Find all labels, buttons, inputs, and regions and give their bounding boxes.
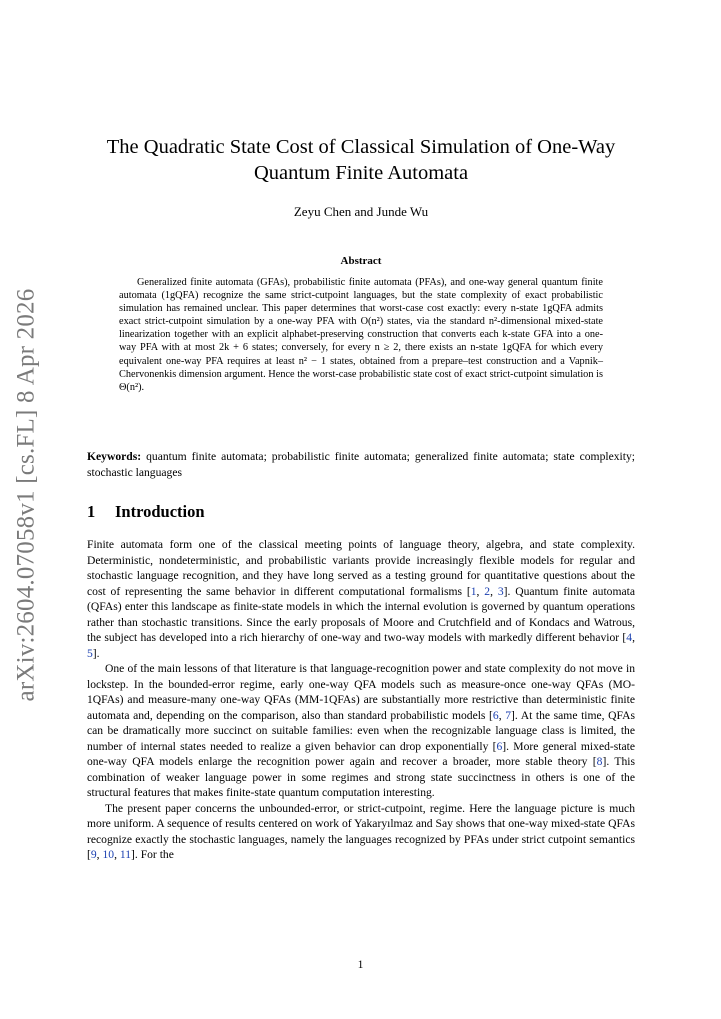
citation-link[interactable]: 9 (90, 848, 97, 861)
arxiv-identifier: arXiv:2604.07058v1 [cs.FL] 8 Apr 2026 (12, 288, 40, 702)
citation-link[interactable]: 1 (470, 584, 477, 598)
section-title: Introduction (115, 502, 205, 521)
body-paragraph (87, 537, 635, 661)
citation-link[interactable]: 8 (596, 755, 603, 768)
body-paragraph (87, 661, 635, 801)
keywords-label: Keywords: (87, 450, 142, 463)
citation-link[interactable]: 5 (87, 646, 93, 660)
paper-authors: Zeyu Chen and Junde Wu (293, 204, 429, 219)
paragraph-text: ]. More general mixed-state one-way QFA models enlarge the recognition power again and recover a broader, more stable theory [ (87, 739, 636, 768)
paragraph-text: , (632, 631, 635, 644)
paragraph-text: ]. At the same time, QFAs can be dramatically more succinct on suitable families: even when the recognizable language class is limited, the number of internal states needed to realize a given behavior can drop exponentially [ (87, 708, 636, 753)
citation-link[interactable]: 7 (505, 708, 511, 722)
paragraph-text: , (96, 848, 103, 861)
citation-link[interactable]: 10 (102, 848, 115, 861)
paragraph-text: ]. This combination of weaker language power in some regimes and strong state succinctness in others is one of the structural features that makes finite-state quantum computation interesting. (87, 755, 636, 799)
paragraph-text: The present paper concerns the unbounded-error, or strict-cutpoint, regime. Here the language picture is much more uniform. A sequence of results centered on work of Yakaryılmaz and Say shows that one-way mixed-state QFAs recognize exactly the stochastic languages, namely the languages recognized by PFAs under strict cutpoint semantics [ (87, 801, 635, 861)
arxiv-stamp (6, 288, 46, 702)
paragraph-text: ]. For the (131, 848, 174, 861)
paragraph-text: , (498, 708, 506, 722)
paragraph-text: One of the main lessons of that literature is that language-recognition power and state complexity do not move in lockstep. In the bounded-error regime, early one-way QFA models such as measure-once one-way QFAs (MO-1QFAs) and measure-many one-way QFAs (MM-1QFAs) are substantially more restrictive than deterministic finite automata and, depending on the comparison, also than standard probabilistic models [ (87, 662, 635, 722)
paragraph-text: , (114, 848, 120, 861)
section-heading (87, 502, 635, 522)
keywords (87, 449, 635, 480)
abstract-text: Generalized finite automata (GFAs), probabilistic finite automata (PFAs), and one-way general quantum finite automata (1gQFA) recognize the same strict-cutpoint languages, but the state complexity of exact probabilistic simulation has remained unclear. This paper determines that worst-case cost exactly: every n-state 1gQFA admits exact strict-cutpoint simulation by a one-way PFA with O(n²) states, via the standard n²-dimensional mixed-state linearization together with an explicit alphabet-preserving construction that converts each k-state GFA into a one-way PFA with at most 2k + 6 states; conversely, for every n ≥ 2, there exists an n-state 1gQFA for which every equivalent one-way PFA requires at least n² − 1 states, obtained from a prepare–test construction and a Vapnik–Chervonenkis dimension argument. Hence the worst-case probabilistic state cost of exact strict-cutpoint simulation is Θ(n²). (119, 277, 603, 393)
paper-title: The Quadratic State Cost of Classical Simulation of One-Way Quantum Finite Automata (106, 136, 616, 184)
abstract-heading: Abstract (340, 255, 382, 267)
citation-link[interactable]: 11 (119, 848, 132, 861)
citation-link[interactable]: 6 (492, 708, 499, 722)
page-number: 1 (357, 958, 364, 971)
keywords-list: quantum finite automata; probabilistic finite automata; generalized finite automata; state complexity; stochastic languages (87, 450, 635, 479)
citation-link[interactable]: 6 (496, 739, 503, 753)
citation-link[interactable]: 4 (626, 631, 633, 644)
citation-link[interactable]: 3 (497, 584, 504, 598)
paragraph-text: , (476, 584, 485, 598)
paragraph-text: , (490, 584, 498, 598)
citation-link[interactable]: 2 (484, 584, 491, 598)
paragraph-text: Finite automata form one of the classical meeting points of language theory, algebra, and state complexity. Deterministic, nondeterministic, and probabilistic variants provide increasingly flexible models for regular and stochastic language recognition, and they have long served as a testing ground for quantitative questions about the cost of representing the same behavior in different computational formalisms [ (87, 538, 635, 598)
body-paragraph (87, 801, 635, 863)
paragraph-text: ]. Quantum finite automata (QFAs) enter this landscape as finite-state models in which the internal evolution is governed by quantum operations rather than stochastic transitions. Since the early proposals of Moore and Crutchfield and of Kondacs and Watrous, the subject has developed into a rich hierarchy of one-way and two-way models with markedly different behavior [ (87, 584, 636, 644)
paragraph-text: ]. (92, 646, 100, 660)
section-body (87, 537, 635, 863)
section-number: 1 (87, 502, 96, 521)
